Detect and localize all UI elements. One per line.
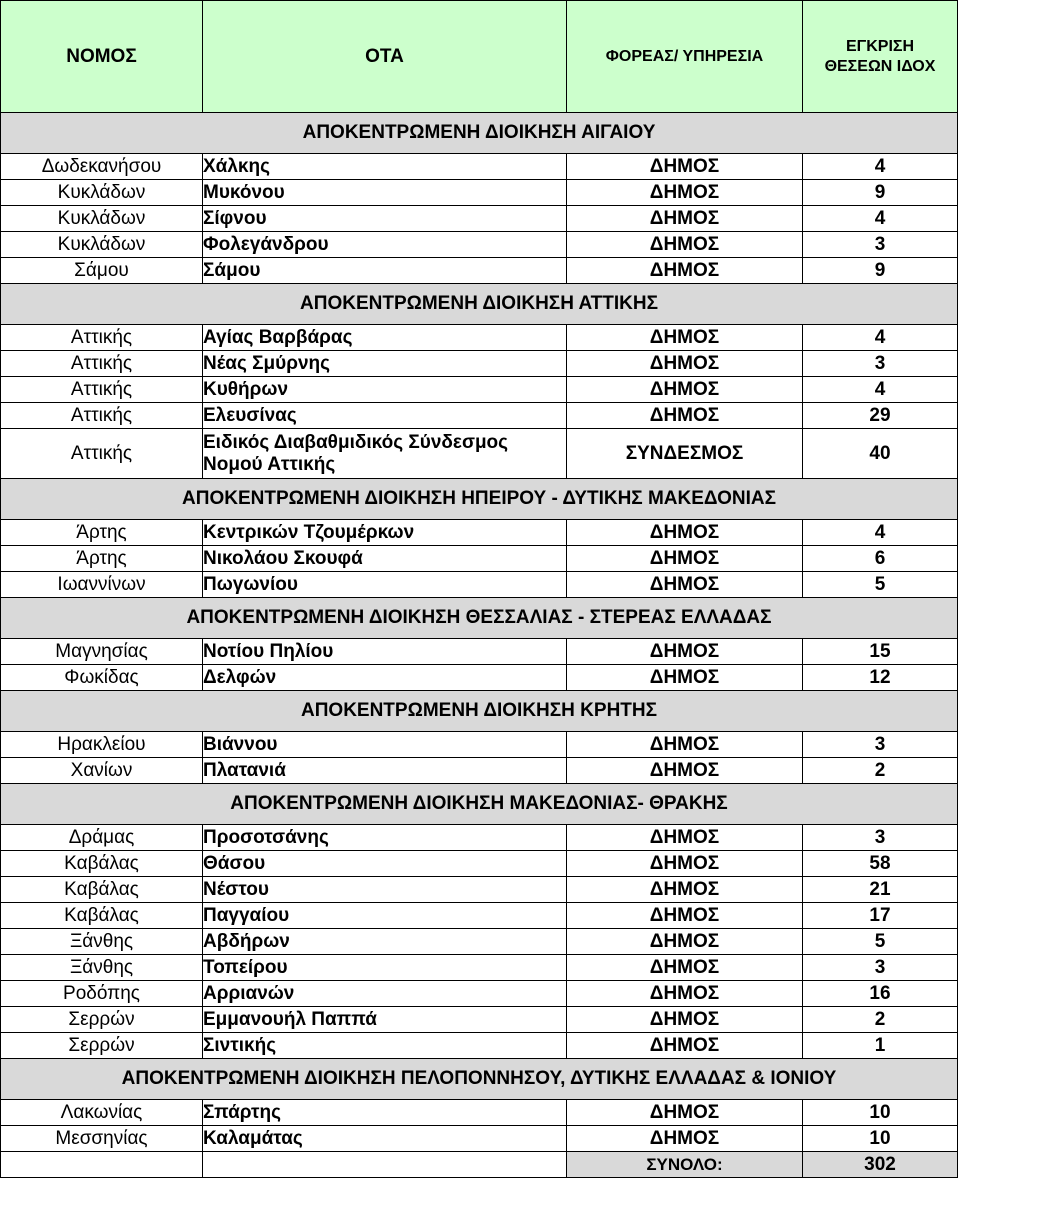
cell-theseis: 3	[803, 732, 958, 758]
cell-nomos: Αττικής	[1, 377, 203, 403]
cell-foreas: ΔΗΜΟΣ	[567, 325, 803, 351]
region-header-row	[1, 113, 958, 154]
region-title: ΑΠΟΚΕΝΤΡΩΜΕΝΗ ΔΙΟΙΚΗΣΗ ΠΕΛΟΠΟΝΝΗΣΟΥ, ΔΥΤΙΚΗΣ ΕΛΛΑΔΑΣ & ΙΟΝΙΟΥ	[1, 1059, 958, 1100]
cell-nomos: Σάμου	[1, 258, 203, 284]
cell-foreas: ΔΗΜΟΣ	[567, 572, 803, 598]
cell-ota: Κεντρικών Τζουμέρκων	[203, 520, 567, 546]
cell-nomos: Αττικής	[1, 325, 203, 351]
cell-nomos: Άρτης	[1, 546, 203, 572]
cell-ota: Νέας Σμύρνης	[203, 351, 567, 377]
table-row	[1, 929, 958, 955]
cell-nomos: Ξάνθης	[1, 955, 203, 981]
total-empty-cell	[1, 1152, 203, 1178]
cell-theseis: 6	[803, 546, 958, 572]
region-title: ΑΠΟΚΕΝΤΡΩΜΕΝΗ ΔΙΟΙΚΗΣΗ ΗΠΕΙΡΟΥ - ΔΥΤΙΚΗΣ ΜΑΚΕΔΟΝΙΑΣ	[1, 479, 958, 520]
cell-theseis: 2	[803, 758, 958, 784]
cell-theseis: 1	[803, 1033, 958, 1059]
cell-foreas: ΔΗΜΟΣ	[567, 351, 803, 377]
cell-foreas: ΔΗΜΟΣ	[567, 180, 803, 206]
header-egkrisi-line2: ΘΕΣΕΩΝ ΙΔΟΧ	[824, 57, 936, 75]
cell-theseis: 5	[803, 929, 958, 955]
cell-nomos: Ξάνθης	[1, 929, 203, 955]
cell-theseis: 3	[803, 232, 958, 258]
cell-ota: Βιάννου	[203, 732, 567, 758]
cell-ota: Σπάρτης	[203, 1100, 567, 1126]
region-header-row	[1, 691, 958, 732]
cell-nomos: Άρτης	[1, 520, 203, 546]
cell-ota: Μυκόνου	[203, 180, 567, 206]
cell-theseis: 4	[803, 325, 958, 351]
cell-theseis: 9	[803, 258, 958, 284]
cell-foreas: ΔΗΜΟΣ	[567, 206, 803, 232]
cell-foreas: ΔΗΜΟΣ	[567, 903, 803, 929]
cell-foreas: ΔΗΜΟΣ	[567, 1033, 803, 1059]
cell-foreas: ΔΗΜΟΣ	[567, 955, 803, 981]
table-row	[1, 1100, 958, 1126]
table-row	[1, 520, 958, 546]
cell-foreas: ΔΗΜΟΣ	[567, 929, 803, 955]
cell-foreas: ΔΗΜΟΣ	[567, 825, 803, 851]
table-row	[1, 825, 958, 851]
cell-ota: Αρριανών	[203, 981, 567, 1007]
cell-nomos: Ιωαννίνων	[1, 572, 203, 598]
cell-ota: Τοπείρου	[203, 955, 567, 981]
cell-foreas: ΔΗΜΟΣ	[567, 1100, 803, 1126]
table-row	[1, 206, 958, 232]
table-row	[1, 572, 958, 598]
region-title: ΑΠΟΚΕΝΤΡΩΜΕΝΗ ΔΙΟΙΚΗΣΗ ΜΑΚΕΔΟΝΙΑΣ- ΘΡΑΚΗΣ	[1, 784, 958, 825]
cell-theseis: 2	[803, 1007, 958, 1033]
cell-ota: Ελευσίνας	[203, 403, 567, 429]
cell-theseis: 40	[803, 429, 958, 479]
header-nomos: ΝΟΜΟΣ	[1, 1, 203, 113]
cell-foreas: ΔΗΜΟΣ	[567, 1007, 803, 1033]
region-title: ΑΠΟΚΕΝΤΡΩΜΕΝΗ ΔΙΟΙΚΗΣΗ ΘΕΣΣΑΛΙΑΣ - ΣΤΕΡΕΑΣ ΕΛΛΑΔΑΣ	[1, 598, 958, 639]
cell-theseis: 10	[803, 1126, 958, 1152]
cell-nomos: Σερρών	[1, 1033, 203, 1059]
table-row	[1, 981, 958, 1007]
table-row	[1, 851, 958, 877]
cell-foreas: ΣΥΝΔΕΣΜΟΣ	[567, 429, 803, 479]
cell-nomos: Καβάλας	[1, 877, 203, 903]
cell-ota: Θάσου	[203, 851, 567, 877]
cell-ota: Παγγαίου	[203, 903, 567, 929]
total-value: 302	[803, 1152, 958, 1178]
cell-ota: Νέστου	[203, 877, 567, 903]
cell-foreas: ΔΗΜΟΣ	[567, 851, 803, 877]
cell-ota: Εμμανουήλ Παππά	[203, 1007, 567, 1033]
cell-foreas: ΔΗΜΟΣ	[567, 520, 803, 546]
cell-nomos: Μεσσηνίας	[1, 1126, 203, 1152]
cell-theseis: 16	[803, 981, 958, 1007]
cell-nomos: Αττικής	[1, 429, 203, 479]
cell-foreas: ΔΗΜΟΣ	[567, 877, 803, 903]
region-title: ΑΠΟΚΕΝΤΡΩΜΕΝΗ ΔΙΟΙΚΗΣΗ ΑΤΤΙΚΗΣ	[1, 284, 958, 325]
cell-foreas: ΔΗΜΟΣ	[567, 758, 803, 784]
table-row	[1, 1007, 958, 1033]
region-title: ΑΠΟΚΕΝΤΡΩΜΕΝΗ ΔΙΟΙΚΗΣΗ ΑΙΓΑΙΟΥ	[1, 113, 958, 154]
cell-theseis: 15	[803, 639, 958, 665]
cell-theseis: 12	[803, 665, 958, 691]
cell-nomos: Αττικής	[1, 403, 203, 429]
cell-foreas: ΔΗΜΟΣ	[567, 154, 803, 180]
table-row	[1, 180, 958, 206]
cell-foreas: ΔΗΜΟΣ	[567, 665, 803, 691]
cell-theseis: 5	[803, 572, 958, 598]
cell-ota: Πωγωνίου	[203, 572, 567, 598]
cell-ota: Καλαμάτας	[203, 1126, 567, 1152]
cell-foreas: ΔΗΜΟΣ	[567, 1126, 803, 1152]
header-egkrisi-line1: ΕΓΚΡΙΣΗ	[845, 37, 915, 55]
cell-nomos: Λακωνίας	[1, 1100, 203, 1126]
cell-foreas: ΔΗΜΟΣ	[567, 403, 803, 429]
cell-ota: Σίφνου	[203, 206, 567, 232]
cell-ota: Αγίας Βαρβάρας	[203, 325, 567, 351]
cell-theseis: 4	[803, 377, 958, 403]
cell-theseis: 4	[803, 520, 958, 546]
table-row	[1, 232, 958, 258]
cell-theseis: 9	[803, 180, 958, 206]
cell-ota: Φολεγάνδρου	[203, 232, 567, 258]
table-body	[1, 1, 958, 1178]
cell-ota: Πλατανιά	[203, 758, 567, 784]
cell-theseis: 3	[803, 825, 958, 851]
cell-ota: Χάλκης	[203, 154, 567, 180]
cell-nomos: Χανίων	[1, 758, 203, 784]
total-label: ΣΥΝΟΛΟ:	[567, 1152, 803, 1178]
table-row	[1, 377, 958, 403]
cell-ota: Αβδήρων	[203, 929, 567, 955]
cell-nomos: Καβάλας	[1, 903, 203, 929]
table-row	[1, 1126, 958, 1152]
cell-nomos: Κυκλάδων	[1, 232, 203, 258]
cell-ota: Προσοτσάνης	[203, 825, 567, 851]
cell-foreas: ΔΗΜΟΣ	[567, 732, 803, 758]
cell-theseis: 29	[803, 403, 958, 429]
table-row	[1, 1033, 958, 1059]
cell-theseis: 4	[803, 206, 958, 232]
cell-foreas: ΔΗΜΟΣ	[567, 377, 803, 403]
cell-ota: Νοτίου Πηλίου	[203, 639, 567, 665]
cell-nomos: Μαγνησίας	[1, 639, 203, 665]
cell-nomos: Φωκίδας	[1, 665, 203, 691]
table-row	[1, 403, 958, 429]
cell-nomos: Κυκλάδων	[1, 180, 203, 206]
header-ota: ΟΤΑ	[203, 1, 567, 113]
cell-theseis: 4	[803, 154, 958, 180]
table-row	[1, 546, 958, 572]
region-header-row	[1, 784, 958, 825]
table-row	[1, 903, 958, 929]
table-row	[1, 325, 958, 351]
cell-nomos: Δωδεκανήσου	[1, 154, 203, 180]
region-header-row	[1, 479, 958, 520]
table-row	[1, 258, 958, 284]
table-row	[1, 732, 958, 758]
cell-theseis: 3	[803, 351, 958, 377]
cell-ota: Σάμου	[203, 258, 567, 284]
cell-ota: Νικολάου Σκουφά	[203, 546, 567, 572]
cell-foreas: ΔΗΜΟΣ	[567, 639, 803, 665]
cell-nomos: Κυκλάδων	[1, 206, 203, 232]
cell-ota: Ειδικός Διαβαθμιδικός Σύνδεσμος Νομού Αττικής	[203, 429, 567, 479]
table-row	[1, 154, 958, 180]
header-egkrisi	[803, 1, 958, 113]
cell-foreas: ΔΗΜΟΣ	[567, 981, 803, 1007]
cell-nomos: Σερρών	[1, 1007, 203, 1033]
cell-ota: Δελφών	[203, 665, 567, 691]
cell-theseis: 58	[803, 851, 958, 877]
region-title: ΑΠΟΚΕΝΤΡΩΜΕΝΗ ΔΙΟΙΚΗΣΗ ΚΡΗΤΗΣ	[1, 691, 958, 732]
cell-nomos: Καβάλας	[1, 851, 203, 877]
cell-foreas: ΔΗΜΟΣ	[567, 258, 803, 284]
total-empty-cell	[203, 1152, 567, 1178]
table-row	[1, 351, 958, 377]
table-row	[1, 429, 958, 479]
cell-nomos: Δράμας	[1, 825, 203, 851]
cell-ota: Κυθήρων	[203, 377, 567, 403]
region-header-row	[1, 284, 958, 325]
header-row	[1, 1, 958, 113]
cell-nomos: Ροδόπης	[1, 981, 203, 1007]
region-header-row	[1, 1059, 958, 1100]
cell-theseis: 17	[803, 903, 958, 929]
table-row	[1, 758, 958, 784]
table-row	[1, 665, 958, 691]
region-header-row	[1, 598, 958, 639]
table-row	[1, 955, 958, 981]
cell-theseis: 3	[803, 955, 958, 981]
cell-nomos: Αττικής	[1, 351, 203, 377]
cell-theseis: 21	[803, 877, 958, 903]
cell-nomos: Ηρακλείου	[1, 732, 203, 758]
table-row	[1, 877, 958, 903]
cell-foreas: ΔΗΜΟΣ	[567, 232, 803, 258]
cell-foreas: ΔΗΜΟΣ	[567, 546, 803, 572]
total-row	[1, 1152, 958, 1178]
table-row	[1, 639, 958, 665]
header-foreas: ΦΟΡΕΑΣ/ ΥΠΗΡΕΣΙΑ	[567, 1, 803, 113]
cell-theseis: 10	[803, 1100, 958, 1126]
cell-ota: Σιντικής	[203, 1033, 567, 1059]
